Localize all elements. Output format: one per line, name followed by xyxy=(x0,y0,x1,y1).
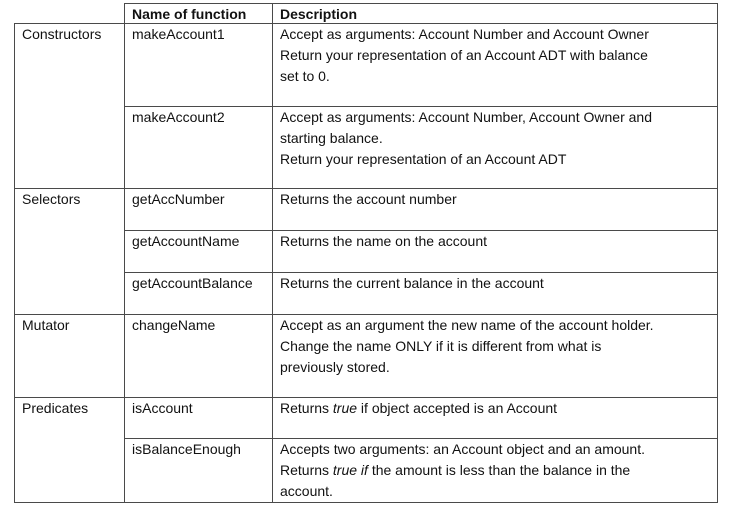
description-text: the amount is less than the balance in the xyxy=(367,462,631,478)
description-line: Accept as arguments: Account Number and Account Owner xyxy=(280,26,649,42)
table-row xyxy=(15,398,718,439)
function-description xyxy=(273,231,718,273)
function-name: makeAccount2 xyxy=(125,107,273,189)
description-line: Return your representation of an Account ADT with balance xyxy=(280,47,648,63)
function-table xyxy=(14,3,718,503)
function-name: getAccNumber xyxy=(125,189,273,231)
header-row xyxy=(15,4,718,24)
description-text: Returns xyxy=(280,462,333,478)
table-row xyxy=(15,24,718,107)
description-line: account. xyxy=(280,483,333,499)
category-predicates: Predicates xyxy=(15,398,125,503)
category-mutator: Mutator xyxy=(15,315,125,398)
description-line: Return your representation of an Account ADT xyxy=(280,151,567,167)
table-row xyxy=(15,189,718,231)
description-line: previously stored. xyxy=(280,359,390,375)
description-italic: true xyxy=(332,400,358,416)
function-name: makeAccount1 xyxy=(125,24,273,107)
function-description xyxy=(273,107,718,189)
description-line: Accept as arguments: Account Number, Account Owner and xyxy=(280,109,652,125)
description-line: Returns the name on the account xyxy=(280,233,488,249)
description-line xyxy=(280,460,710,481)
description-italic: true if xyxy=(332,462,368,478)
description-line: Accept as an argument the new name of the account holder. xyxy=(280,317,654,333)
description-line: Accepts two arguments: an Account object and an amount. xyxy=(280,441,645,457)
description-text: if object accepted is an Account xyxy=(357,400,558,416)
description-line: set to 0. xyxy=(280,68,330,84)
function-name: getAccountName xyxy=(125,231,273,273)
function-description xyxy=(273,398,718,439)
header-name-col: Name of function xyxy=(125,4,273,24)
category-selectors: Selectors xyxy=(15,189,125,315)
description-line: Returns the current balance in the account xyxy=(280,275,544,291)
description-line: Returns the account number xyxy=(280,191,457,207)
description-line xyxy=(280,398,710,419)
description-text: Returns xyxy=(280,400,333,416)
description-line: starting balance. xyxy=(280,130,383,146)
function-name: getAccountBalance xyxy=(125,273,273,315)
description-line: Change the name ONLY if it is different from what is xyxy=(280,338,602,354)
table-row xyxy=(15,315,718,398)
function-description xyxy=(273,439,718,503)
function-description xyxy=(273,273,718,315)
function-description xyxy=(273,315,718,398)
category-constructors: Constructors xyxy=(15,24,125,189)
function-name: isBalanceEnough xyxy=(125,439,273,503)
header-blank-cell xyxy=(15,4,125,24)
function-name: isAccount xyxy=(125,398,273,439)
function-description xyxy=(273,189,718,231)
function-name: changeName xyxy=(125,315,273,398)
function-description xyxy=(273,24,718,107)
header-desc-col: Description xyxy=(273,4,718,24)
